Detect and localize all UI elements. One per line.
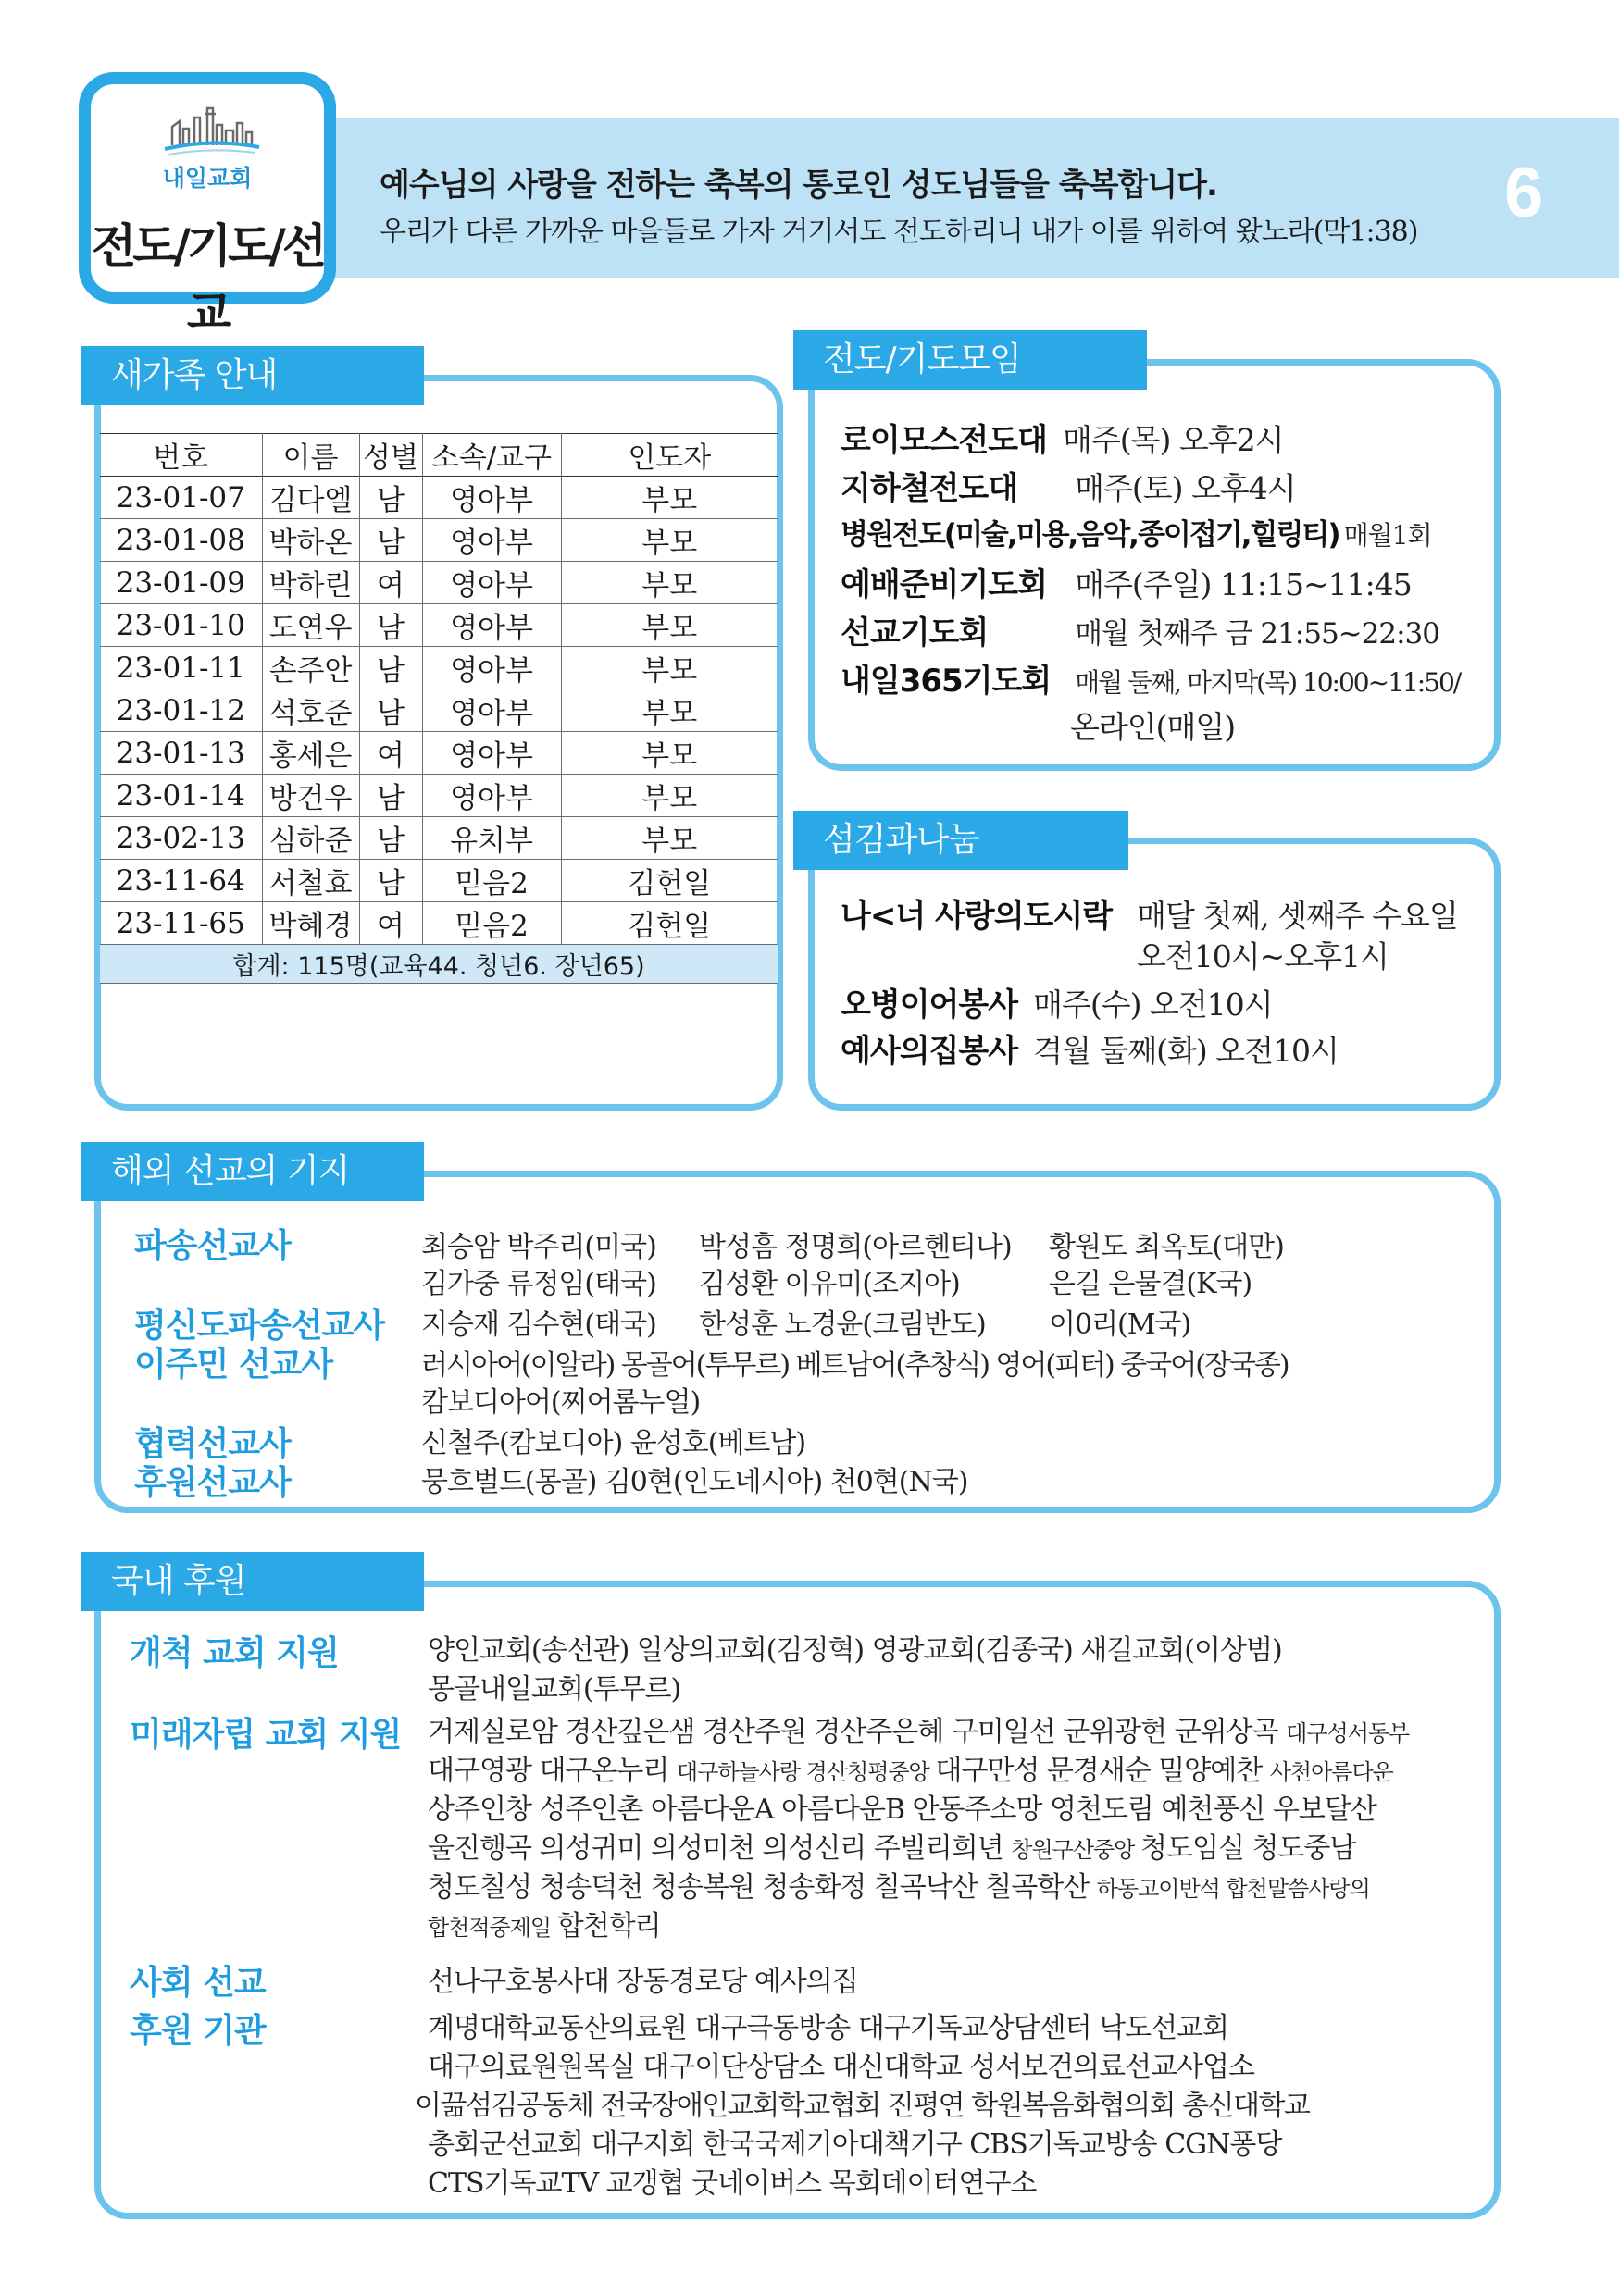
- serving-value: 매달 첫째, 셋째주 수요일: [1137, 898, 1458, 934]
- domestic-text-small: 창원구산중앙: [1011, 1837, 1140, 1863]
- domestic-text-line: [428, 1708, 1409, 1749]
- domestic-text-small: 하동고이반석 합천말씀사랑의: [1096, 1876, 1370, 1902]
- meetings-title: 전도/기도모임: [793, 330, 1147, 390]
- cell: 부모: [641, 825, 698, 858]
- serving-row: [841, 890, 1458, 936]
- domestic-text-small: 합천적중제일: [428, 1915, 557, 1941]
- cell: 박하린: [262, 562, 359, 604]
- cell: 남: [359, 604, 422, 647]
- page-number: 6: [1504, 154, 1544, 232]
- meeting-label: 지하철전도대: [841, 470, 1018, 507]
- meeting-label: 예배준비기도회: [841, 566, 1047, 603]
- cell: 영아부: [422, 562, 561, 604]
- domestic-text: 합천학리: [556, 1910, 661, 1942]
- domestic-text: 양인교회(송선관) 일상의교회(김정혁) 영광교회(김종국) 새길교회(이상범): [428, 1634, 1282, 1667]
- meeting-label: 선교기도회: [841, 614, 989, 652]
- cell: 남: [359, 689, 422, 732]
- cell: 23-11-65: [100, 902, 262, 945]
- mission-text: 최승암 박주리(미국): [421, 1231, 656, 1263]
- cell: 남: [359, 477, 422, 519]
- cell: 23-01-07: [100, 477, 262, 519]
- col-header: 인도자: [628, 441, 712, 475]
- cell: 여: [359, 732, 422, 775]
- header-verse: 우리가 다른 가까운 마을들로 가자 거기서도 전도하리니 내가 이를 위하여 왔노라(막1:38): [380, 216, 1418, 248]
- meeting-label: 내일365기도회: [841, 663, 1052, 700]
- logo-name: 내일교회: [162, 165, 253, 192]
- domestic-text: 몽골내일교회(투무르): [428, 1673, 681, 1706]
- mission-group-label: 후원선교사: [134, 1464, 291, 1502]
- domestic-text: 대구만성 문경새순 밀양예찬: [935, 1755, 1270, 1787]
- mission-text: 이0리(M국): [1049, 1309, 1191, 1341]
- serving-label: 오병이어봉사: [841, 987, 1018, 1024]
- domestic-text: 상주인창 성주인촌 아름다운A 아름다운B 안동주소망 영천도림 예천풍신 우보달산: [428, 1793, 1376, 1826]
- table-row: [100, 477, 778, 519]
- meeting-row: [841, 463, 1296, 508]
- domestic-group-label: 후원 기관: [130, 2012, 266, 2050]
- table-row: [100, 817, 778, 860]
- domestic-text: 울진행곡 의성귀미 의성미천 의성신리 주빌리희년: [428, 1832, 1012, 1865]
- mission-text: 한성훈 노경윤(크림반도): [699, 1309, 986, 1341]
- meeting-value: 매주(토) 오후4시: [1075, 470, 1296, 506]
- domestic-title: 국내 후원: [81, 1552, 424, 1611]
- domestic-text: 거제실로암 경산깊은샘 경산주원 경산주은혜 구미일선 군위광현 군위상곡: [428, 1716, 1287, 1748]
- cell: 부모: [641, 739, 698, 773]
- cell: 도연우: [262, 604, 359, 647]
- cell: 남: [359, 817, 422, 860]
- mission-text: 김가중 류정임(태국): [421, 1268, 656, 1300]
- col-header: 소속/교구: [422, 434, 561, 477]
- col-header: 이름: [262, 434, 359, 477]
- domestic-text-small: 대구하늘사랑 경산청평중앙: [676, 1759, 936, 1785]
- mission-text: 신철주(캄보디아) 윤성호(베트남): [421, 1427, 806, 1459]
- cell: 23-02-13: [100, 817, 262, 860]
- cell: 23-01-10: [100, 604, 262, 647]
- cell: 남: [359, 519, 422, 562]
- meeting-value: 매월 첫째주 금 21:55~22:30: [1075, 617, 1439, 651]
- table-row: [100, 604, 778, 647]
- serving-label: 나<너 사랑의도시락: [841, 898, 1113, 935]
- domestic-text-small: 대구성서동부: [1286, 1720, 1410, 1746]
- meeting-value: 매월1회: [1343, 520, 1432, 551]
- meeting-value: 매주(목) 오후2시: [1063, 422, 1284, 458]
- domestic-text-line: [428, 1747, 1393, 1788]
- meeting-label: 로이모스전도대: [841, 422, 1047, 459]
- table-row: [100, 689, 778, 732]
- domestic-text: 계명대학교동산의료원 대구극동방송 대구기독교상담센터 낙도선교회: [428, 2012, 1229, 2044]
- cell: 박하온: [262, 519, 359, 562]
- cell: 23-01-14: [100, 775, 262, 817]
- domestic-text-small: 사천아름다운: [1269, 1759, 1393, 1785]
- cell: 23-11-64: [100, 860, 262, 902]
- cell: 영아부: [422, 732, 561, 775]
- meeting-value: 매주(주일) 11:15~11:45: [1075, 566, 1412, 602]
- cell: 홍세은: [262, 732, 359, 775]
- cell: 23-01-13: [100, 732, 262, 775]
- domestic-text: 청도임실 청도중남: [1140, 1832, 1356, 1865]
- table-total: 합계: 115명(교육44. 청년6. 장년65): [100, 945, 778, 984]
- new-family-table: [100, 433, 778, 984]
- table-header-row: [100, 434, 778, 477]
- cell: 유치부: [422, 817, 561, 860]
- domestic-group-label: 개척 교회 지원: [130, 1634, 339, 1672]
- cell: 심하준: [262, 817, 359, 860]
- serving-title: 섬김과나눔: [793, 811, 1128, 870]
- meeting-value-cont: 온라인(매일): [1070, 709, 1236, 745]
- cell: 영아부: [422, 604, 561, 647]
- domestic-text: 선나구호봉사대 장동경로당 예사의집: [428, 1966, 858, 1998]
- meeting-value: 매월 둘째, 마지막(목) 10:00~11:50/: [1075, 667, 1461, 698]
- domestic-text: CTS기독교TV 교갱협 굿네이버스 목회데이터연구소: [428, 2167, 1037, 2200]
- table-row: [100, 860, 778, 902]
- cell: 방건우: [262, 775, 359, 817]
- cell: 부모: [641, 569, 698, 602]
- cell: 부모: [641, 654, 698, 688]
- cell: 남: [359, 860, 422, 902]
- table-total-row: [100, 945, 778, 984]
- serving-value-cont: 오전10시~오후1시: [1137, 938, 1389, 974]
- domestic-text: 청도칠성 청송덕천 청송복원 청송화정 칠곡낙산 칠곡학산: [428, 1871, 1097, 1904]
- cell: 영아부: [422, 519, 561, 562]
- new-family-title: 새가족 안내: [81, 346, 424, 405]
- cell: 영아부: [422, 647, 561, 689]
- serving-label: 예사의집봉사: [841, 1033, 1018, 1070]
- domestic-text-line: [428, 1825, 1355, 1866]
- table-row: [100, 647, 778, 689]
- church-logo-icon: [156, 101, 267, 166]
- meeting-row: [841, 415, 1284, 460]
- cell: 김다엘: [262, 477, 359, 519]
- mission-group-label: 평신도파송선교사: [134, 1307, 385, 1345]
- meeting-row: [841, 607, 1439, 652]
- cell: 김헌일: [628, 867, 712, 900]
- mission-text: 김성환 이유미(조지아): [699, 1268, 960, 1300]
- cell: 영아부: [422, 775, 561, 817]
- meeting-row: [841, 559, 1412, 604]
- cell: 부모: [641, 612, 698, 645]
- domestic-text-line: [428, 1903, 661, 1943]
- missions-title: 해외 선교의 기지: [81, 1142, 424, 1201]
- badge-title: 전도/기도/선교: [91, 219, 324, 340]
- cell: 남: [359, 775, 422, 817]
- serving-row: [841, 979, 1273, 1024]
- domestic-text: 이끎섬김공동체 전국장애인교회학교협회 진평연 학원복음화협의회 총신대학교: [415, 2090, 1310, 2122]
- cell: 석호준: [262, 689, 359, 732]
- domestic-text-line: [428, 1864, 1370, 1905]
- table-row: [100, 562, 778, 604]
- cell: 23-01-09: [100, 562, 262, 604]
- col-header: 성별: [359, 434, 422, 477]
- domestic-text: 대구의료원원목실 대구이단상담소 대신대학교 성서보건의료선교사업소: [428, 2051, 1254, 2083]
- cell: 손주안: [262, 647, 359, 689]
- domestic-group-label: 미래자립 교회 지원: [130, 1716, 402, 1754]
- mission-text: 황원도 최옥토(대만): [1049, 1231, 1284, 1263]
- domestic-text: 대구영광 대구온누리: [428, 1755, 677, 1787]
- table-row: [100, 902, 778, 945]
- domestic-group-label: 사회 선교: [130, 1964, 266, 2002]
- table-row: [100, 775, 778, 817]
- cell: 믿음2: [422, 902, 561, 945]
- mission-group-label: 이주민 선교사: [134, 1346, 333, 1384]
- serving-value: 격월 둘째(화) 오전10시: [1033, 1033, 1339, 1069]
- cell: 서철효: [262, 860, 359, 902]
- mission-text: 뭉흐벌드(몽골) 김0현(인도네시아) 천0현(N국): [421, 1466, 968, 1498]
- cell: 부모: [641, 527, 698, 560]
- cell: 김헌일: [628, 910, 712, 943]
- table-row: [100, 732, 778, 775]
- cell: 부모: [641, 484, 698, 517]
- cell: 믿음2: [422, 860, 561, 902]
- table-row: [100, 519, 778, 562]
- mission-group-label: 파송선교사: [134, 1227, 291, 1265]
- mission-text: 러시아어(이알라) 몽골어(투무르) 베트남어(추창식) 영어(피터) 중국어(장국종): [421, 1349, 1289, 1382]
- meeting-row: [841, 511, 1432, 552]
- cell: 남: [359, 647, 422, 689]
- header-headline: 예수님의 사랑을 전하는 축복의 통로인 성도님들을 축복합니다.: [380, 167, 1217, 204]
- cell: 부모: [641, 782, 698, 815]
- mission-text: 지승재 김수현(태국): [421, 1309, 656, 1341]
- cell: 영아부: [422, 477, 561, 519]
- serving-row: [841, 1025, 1339, 1071]
- cell: 23-01-12: [100, 689, 262, 732]
- domestic-text-line: [428, 1786, 1376, 1827]
- col-header: 번호: [100, 434, 262, 477]
- mission-text: 은길 은물결(K국): [1049, 1268, 1252, 1300]
- serving-value: 매주(수) 오전10시: [1033, 987, 1273, 1023]
- header-badge: [79, 72, 336, 340]
- cell: 여: [359, 562, 422, 604]
- cell: 여: [359, 902, 422, 945]
- meeting-row: [841, 655, 1460, 701]
- domestic-text: 총회군선교회 대구지회 한국국제기아대책기구 CBS기독교방송 CGN퐁당: [428, 2128, 1282, 2161]
- cell: 영아부: [422, 689, 561, 732]
- cell: 23-01-08: [100, 519, 262, 562]
- cell: 23-01-11: [100, 647, 262, 689]
- mission-group-label: 협력선교사: [134, 1425, 291, 1463]
- cell: 부모: [641, 697, 698, 730]
- mission-text: 캄보디아어(찌어롬누얼): [421, 1386, 701, 1419]
- cell: 박혜경: [262, 902, 359, 945]
- meeting-label: 병원전도(미술,미용,음악,종이접기,힐링티): [841, 518, 1339, 552]
- mission-text: 박성흠 정명희(아르헨티나): [699, 1231, 1012, 1263]
